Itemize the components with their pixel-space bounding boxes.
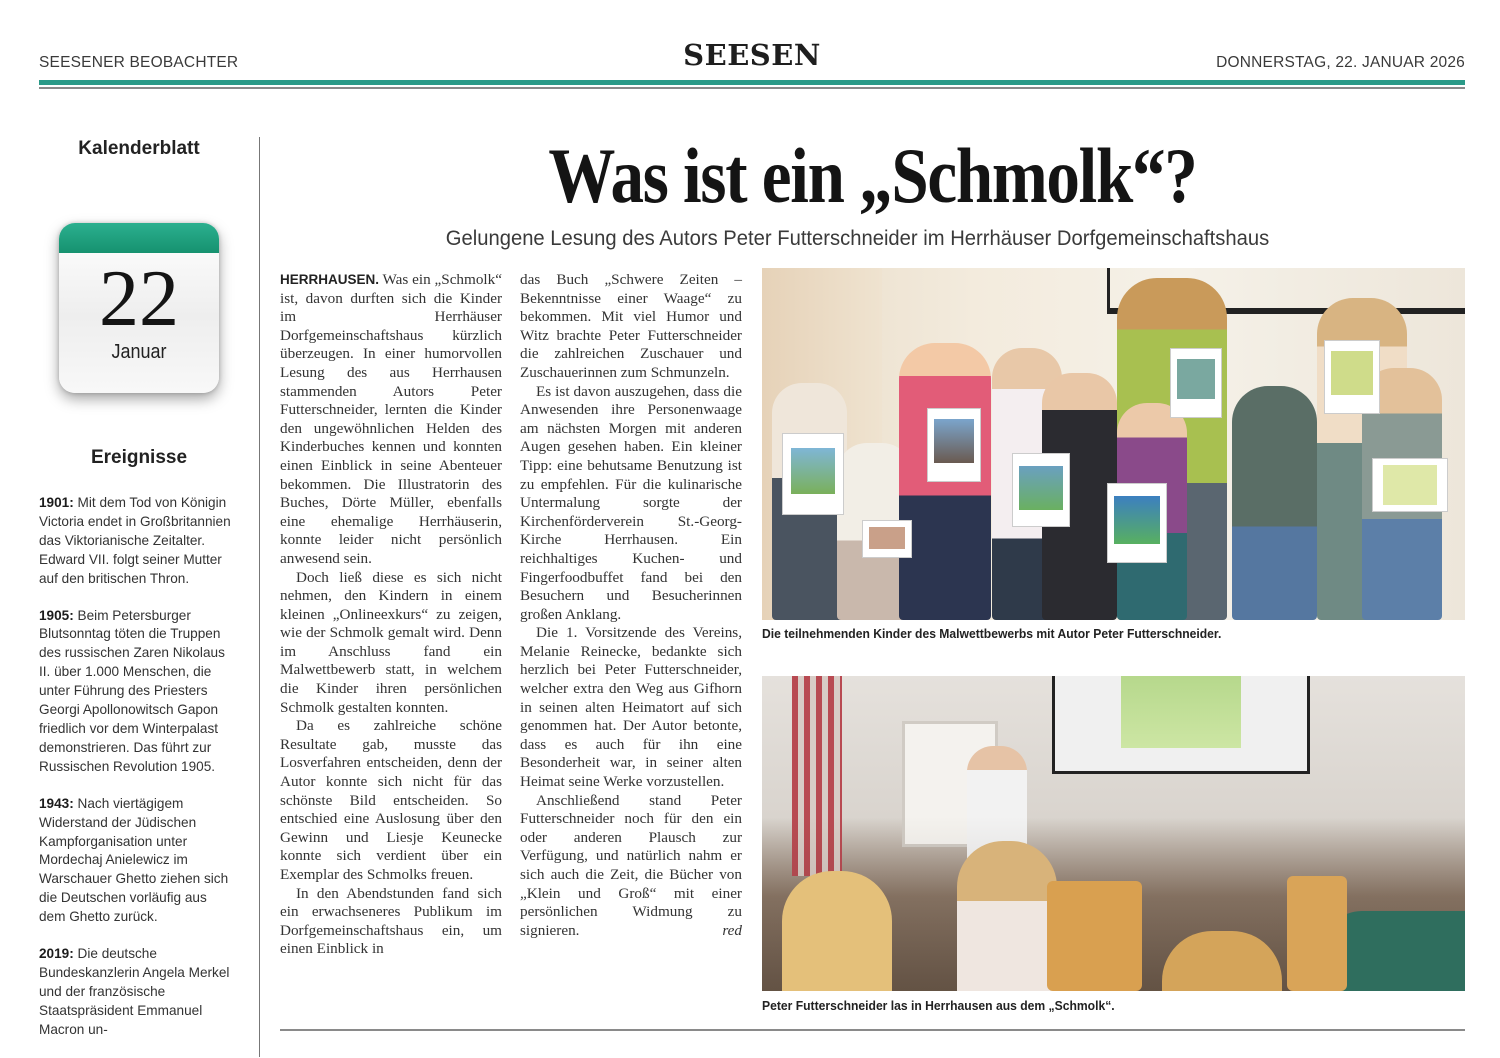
event-item [39,945,234,1040]
header-rule [39,87,1465,89]
photo-caption: Peter Futterschneider las in Herrhausen aus dem „Schmolk“. [762,998,1115,1013]
photo-group-children [762,268,1465,620]
article-headline: Was ist ein „Schmolk“? [548,132,1197,219]
chair [1287,876,1347,991]
drawing [782,433,844,515]
drawing [1372,458,1448,512]
newspaper-name: SEESENER BEOBACHTER [39,54,239,71]
calendar-header [59,223,219,253]
drawing [927,408,981,482]
paragraph: das Buch „Schwere Zeiten – Bekenntnisse einer Waage“ zu bekommen. Mit viel Humor und Witz brachte Peter Futterschneider die zahlreichen Zuschauer und Zuschauerinnen zum Schmunzeln. [520,271,742,381]
drawing [1012,453,1070,527]
event-text: Mit dem Tod von Königin Victoria endet in Großbritannien das Viktorianische Zeitalter. Edward VII. folgt seiner Mutter auf den britischen Thron. [39,495,231,586]
paragraph: Da es zahlreiche schöne Resultate gab, musste das Losverfahren entscheiden, denn der Autor konnte sich nicht für das schönste Bild entscheiden. So entschied eine Auslosung über den Gewinn und Liesje Keunecke konnte sich verdient über ein Exemplar des Schmolks freuen. [280,717,502,883]
drawing [1324,340,1380,414]
calendar-icon [59,223,219,393]
paragraph: Doch ließ diese es sich nicht nehmen, den Kindern in einem kleinen „Onlineexkurs“ zu zeigen, wie der Schmolk gemalt wird. Denn im Anschluss fand ein Malwettbewerb statt, in welchem die Kinder ihren persönlichen Schmolk gestalten konnten. [280,568,502,716]
header-rule-accent [39,80,1465,85]
photo-reading-audience [762,676,1465,991]
calendar-day: 22 [99,255,179,343]
paragraph: HERRHAUSEN. Was ein „Schmolk“ ist, davon durften sich die Kinder im Herrhäuser Dorfgemeinschaftshaus kürzlich überzeugen. In einer humorvollen Lesung des aus Herrhausen stammenden Autors Peter Futterschneider, lernten die Kinder den ungewöhnlichen Helden des Kinderbuches kennen und konnten einen Einblick in seine Abenteuer bekommen. Die Illustratorin des Buches, Dörte Müller, ebenfalls eine ehemalige Herrhäuserin, konnte leider nicht persönlich anwesend sein. [280,271,502,567]
projector-screen [1052,676,1310,774]
paragraph: Es ist davon auszugehen, dass die Anwesenden ihre Personenwaage am nächsten Morgen mit anderen Augen gesehen haben. Ein kleiner Tipp: eine behutsame Benutzung ist zu empfehlen. Für die kulinarische Untermalung sorgte der Kirchenförderverein St.-Georg-Kirche Herrhausen. Ein reichhaltiges Kuchen- und Fingerfoodbuffet fand bei den Besuchern und Besucherinnen großen Anklang. [520,382,742,623]
event-year: 1905: [39,607,74,623]
issue-date: DONNERSTAG, 22. JANUAR 2026 [1216,54,1465,71]
paragraph: Die 1. Vorsitzende des Vereins, Melanie Reinecke, bedankte sich herzlich bei Peter Futterschneider, welcher extra den Weg aus Gifhorn in seinen alten Heimatort auf sich genommen hat. Der Autor betonte, dass es auch für ihn eine Besonderheit war, in seiner alten Heimat seine Werke vorzustellen. [520,624,742,791]
events-list [39,494,234,1058]
photo-caption: Die teilnehmenden Kinder des Malwettbewerbs mit Autor Peter Futterschneider. [762,626,1222,641]
drawing [1107,483,1167,563]
drawing [862,520,912,558]
chair [1047,881,1142,991]
event-year: 1943: [39,795,74,811]
bottom-rule [280,1029,1465,1031]
event-text: Nach viertägigem Widerstand der Jüdischen Kampforganisation unter Mordechaj Anielewicz im Warschauer Ghetto ziehen sich die Deutschen vorläufig aus dem Ghetto zurück. [39,795,229,925]
paragraph: In den Abendstunden fand sich ein erwachseneres Publikum im Dorfgemeinschaftshaus ein, um einen Einblick in [280,884,502,958]
event-text: Beim Petersburger Blutsonntag töten die Truppen des russischen Zaren Nikolaus II. über 1.000 Menschen, die unter Führung des Priesters Georgi Apollonowitsch Gapon friedlich vor dem Winterpalast demonstrieren. Das führt zur Russischen Revolution 1905. [39,607,225,774]
event-item [39,795,234,927]
author-signature: red [722,921,742,939]
sidebar-kalenderblatt [39,138,239,1037]
article-column-1 [280,271,502,959]
event-year: 2019: [39,946,74,962]
article-subheadline: Gelungene Lesung des Autors Peter Futterschneider im Herrhäuser Dorfgemeinschaftshaus [445,226,1270,250]
dateline: HERRHAUSEN. [280,272,380,287]
column-divider [259,137,260,1057]
drawing [1170,348,1222,418]
event-item [39,494,234,589]
audience-member [782,871,892,991]
event-year: 1901: [39,495,74,510]
article-column-2 [520,271,742,940]
child-figure [1232,386,1317,620]
event-item [39,607,234,777]
calendar-month: Januar [111,341,167,363]
paragraph: Anschließend stand Peter Futterschneider noch für den ein oder anderen Plausch zur Verfügung, und natürlich nahm er sich auch die Zeit, die Bücher von „Klein und Groß“ mit einer persönlichen Widmung zu signieren. red [520,791,742,939]
sidebar-title: Kalenderblatt [78,138,200,159]
events-title: Ereignisse [90,447,188,468]
event-text: Die deutsche Bundeskanzlerin Angela Merkel und der französische Staatspräsident Emmanuel Macron un- [39,946,230,1037]
audience-member [957,841,1057,991]
section-title: SEESEN [683,38,821,72]
